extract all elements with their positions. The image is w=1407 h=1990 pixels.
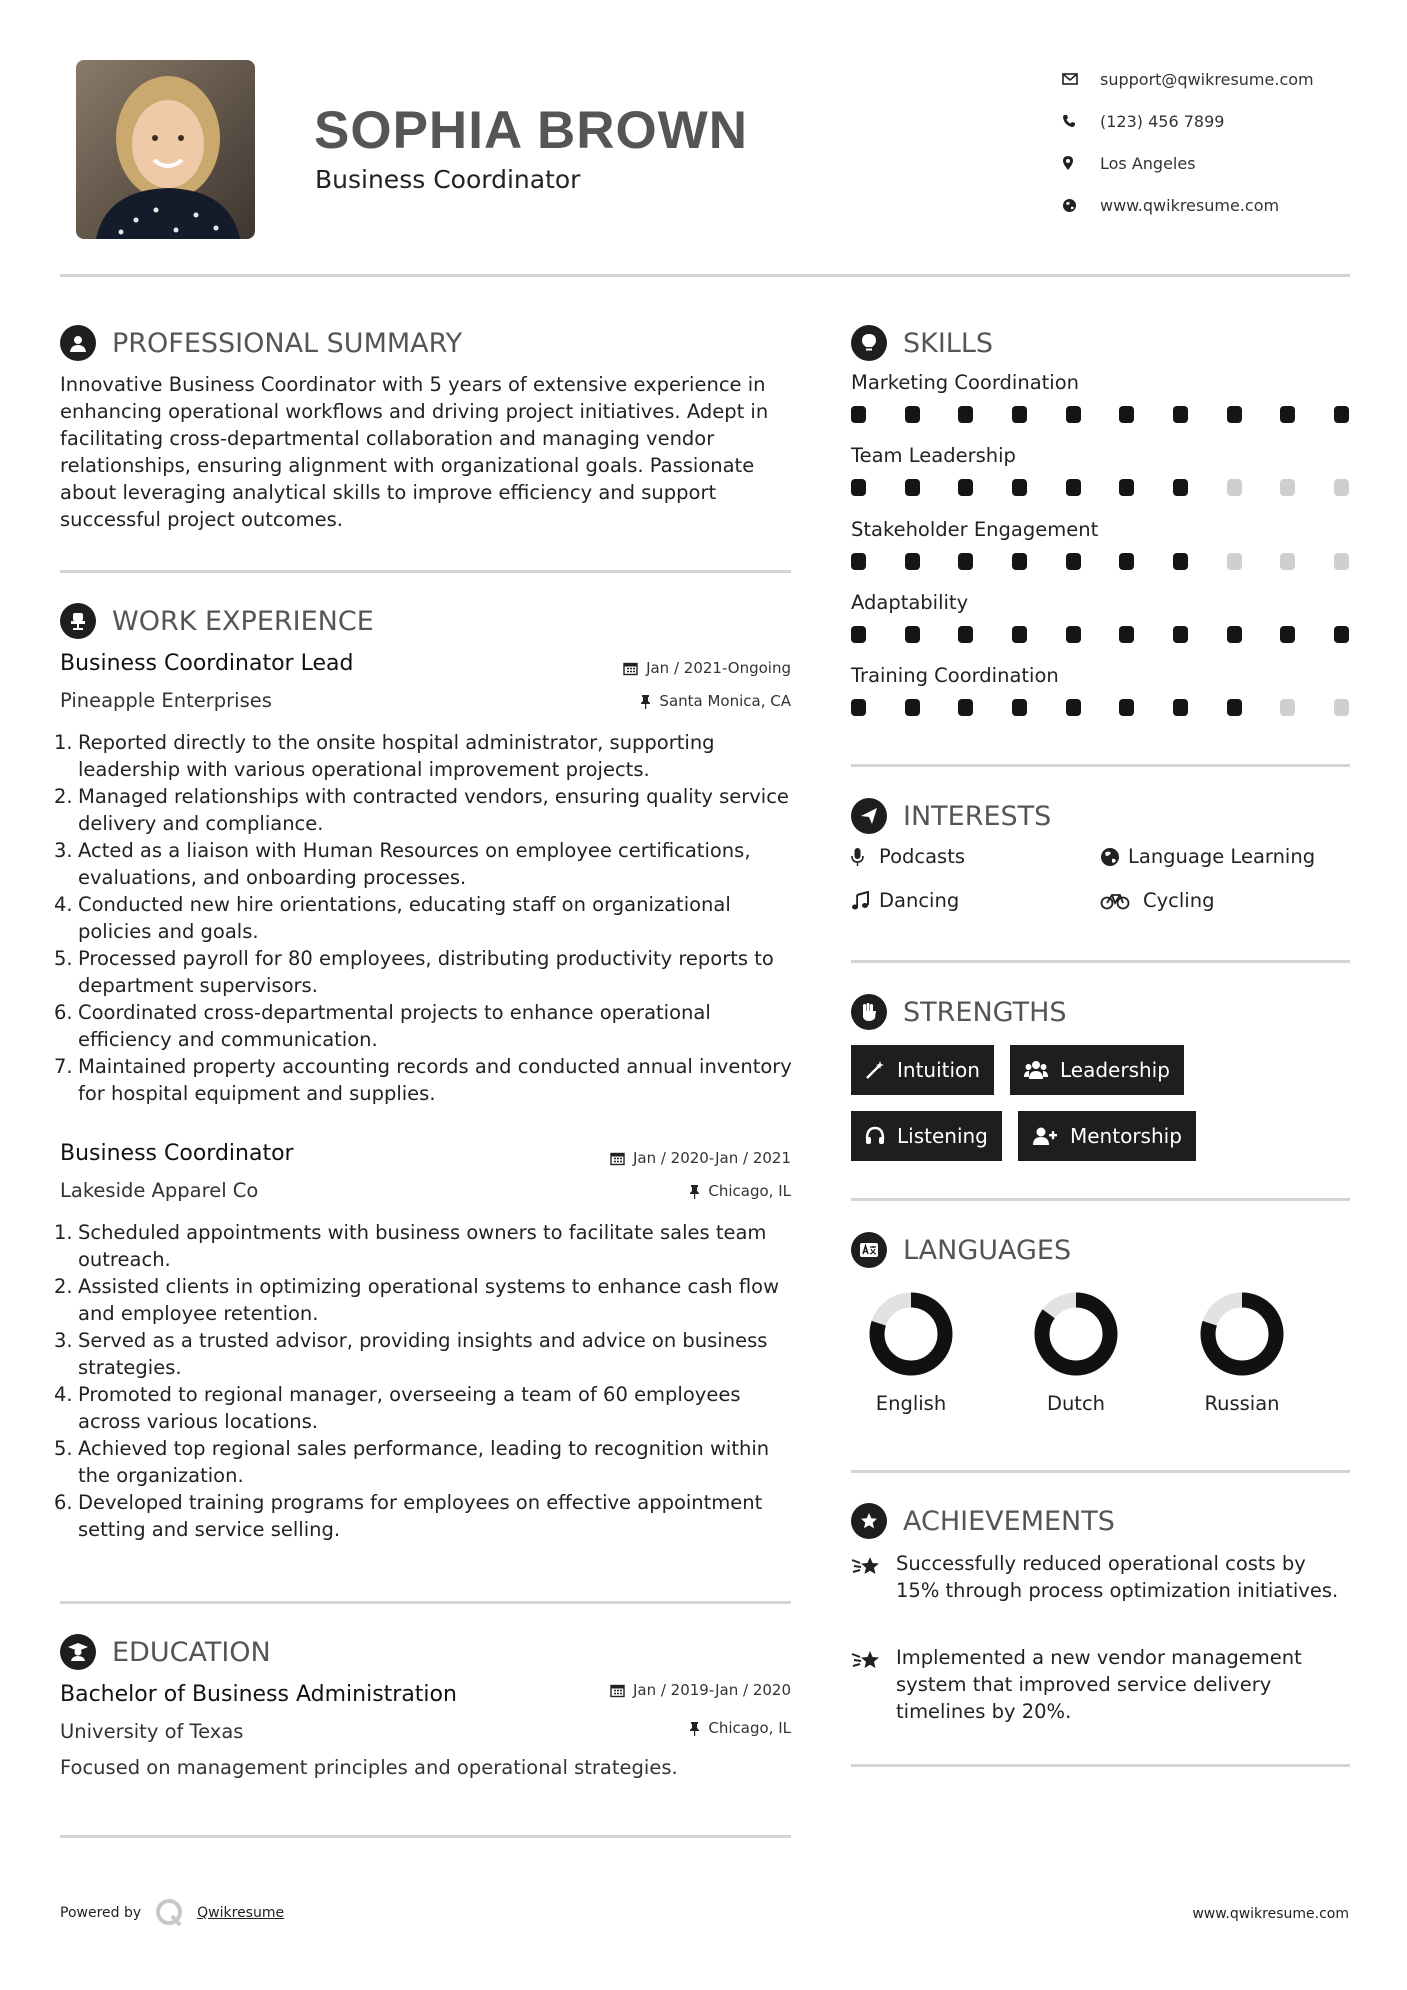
globe-icon — [1100, 847, 1128, 867]
job-1-date: Jan / 2021-Ongoing — [623, 659, 791, 677]
list-item: 3. Acted as a liaison with Human Resources on employee certifications, evaluations, and onboarding processes. — [54, 839, 751, 889]
education-divider — [60, 1835, 791, 1838]
list-item: 2. Managed relationships with contracted vendors, ensuring quality service delivery and compliance. — [54, 785, 789, 835]
strength-intuition: Intuition — [851, 1045, 994, 1095]
language-item — [851, 1290, 971, 1415]
rating-dot-filled — [1012, 553, 1027, 570]
language-gauge — [867, 1290, 955, 1378]
rating-dot-filled — [905, 479, 920, 496]
skills-divider — [851, 764, 1350, 767]
rating-dot-filled — [905, 406, 920, 423]
skill-item — [851, 444, 1351, 496]
magic-wand-icon — [865, 1060, 885, 1080]
rating-dot-filled — [958, 406, 973, 423]
email-text: support@qwikresume.com — [1100, 69, 1314, 89]
rating-dot-empty — [1280, 553, 1295, 570]
list-item: 1. Scheduled appointments with business owners to facilitate sales team outreach. — [54, 1221, 767, 1271]
list-item: 5. Processed payroll for 80 employees, distributing productivity reports to department supervisors. — [54, 947, 774, 997]
list-item: 5. Achieved top regional sales performance, leading to recognition within the organization. — [54, 1437, 770, 1487]
skill-name: Stakeholder Engagement — [851, 518, 1099, 541]
rating-dot-filled — [1173, 553, 1188, 570]
microphone-icon — [851, 847, 879, 867]
skill-name: Team Leadership — [851, 444, 1016, 467]
music-icon — [851, 891, 879, 911]
skill-rating — [851, 479, 1349, 496]
rating-dot-filled — [1173, 626, 1188, 643]
rating-dot-empty — [1280, 699, 1295, 716]
pushpin-icon — [689, 1721, 700, 1736]
job-1-company: Pineapple Enterprises — [60, 689, 272, 712]
skill-item — [851, 591, 1351, 643]
list-item: 4. Promoted to regional manager, overseeing a team of 60 employees across various locations. — [54, 1383, 741, 1433]
rating-dot-filled — [1227, 699, 1242, 716]
header-divider — [60, 274, 1350, 277]
list-item: 4. Conducted new hire orientations, educating staff on organizational policies and goals. — [54, 893, 731, 943]
language-gauge — [1032, 1290, 1120, 1378]
languages-divider — [851, 1470, 1350, 1473]
achievements-divider — [851, 1764, 1350, 1767]
list-item: 3. Served as a trusted advisor, providing insights and advice on business strategies. — [54, 1329, 768, 1379]
rating-dot-filled — [958, 553, 973, 570]
raised-fist-icon — [851, 994, 887, 1030]
bicycle-icon — [1100, 892, 1143, 910]
education-description: Focused on management principles and operational strategies. — [60, 1756, 678, 1779]
rating-dot-filled — [1173, 406, 1188, 423]
languages-heading-text: LANGUAGES — [903, 1234, 1072, 1266]
qwikresume-logo-icon — [155, 1898, 185, 1928]
interest-cycling: Cycling — [1100, 889, 1214, 912]
footer-powered-by: Powered by Qwikresume — [60, 1898, 284, 1928]
achievements-heading-text: ACHIEVEMENTS — [903, 1505, 1115, 1537]
rating-dot-filled — [1334, 406, 1349, 423]
calendar-icon — [610, 1683, 625, 1698]
rating-dot-filled — [1280, 626, 1295, 643]
calendar-icon — [623, 661, 638, 676]
achievements-heading — [851, 1503, 1115, 1539]
rating-dot-filled — [958, 479, 973, 496]
summary-text: Innovative Business Coordinator with 5 years of extensive experience in enhancing operational workflows and driving project initiatives. Adept in facilitating cross-departmental collaboration and managing vendor relationships, ensuring alignment with organizational goals. Passionate about leveraging analytical skills to improve efficiency and support successful project outcomes. — [60, 373, 769, 531]
rating-dot-filled — [1280, 406, 1295, 423]
skill-item — [851, 664, 1351, 716]
education-location: Chicago, IL — [689, 1719, 791, 1737]
user-icon — [60, 325, 96, 361]
skill-rating — [851, 406, 1349, 423]
experience-divider — [60, 1601, 791, 1604]
list-item: 7. Maintained property accounting records and conducted annual inventory for hospital equipment and supplies. — [54, 1055, 792, 1105]
job-2-duties — [54, 1219, 804, 1543]
languages-heading — [851, 1232, 1071, 1268]
contact-location — [1062, 142, 1314, 184]
lightbulb-icon — [851, 325, 887, 361]
rating-dot-filled — [958, 699, 973, 716]
education-date: Jan / 2019-Jan / 2020 — [610, 1681, 791, 1699]
rating-dot-filled — [1119, 699, 1134, 716]
user-plus-icon — [1032, 1126, 1058, 1146]
rating-dot-empty — [1334, 479, 1349, 496]
rating-dot-filled — [851, 553, 866, 570]
globe-icon — [1062, 198, 1100, 213]
qwikresume-link[interactable]: Qwikresume — [197, 1905, 285, 1921]
phone-text: (123) 456 7899 — [1100, 111, 1225, 131]
rating-dot-filled — [851, 699, 866, 716]
strengths-heading-text: STRENGTHS — [903, 996, 1067, 1028]
star-badge-icon — [851, 1503, 887, 1539]
rating-dot-filled — [1012, 479, 1027, 496]
skills-heading-text: SKILLS — [903, 327, 994, 359]
experience-heading — [60, 603, 374, 639]
contact-email[interactable] — [1062, 58, 1314, 100]
contact-block — [1062, 58, 1314, 226]
users-icon — [1024, 1060, 1048, 1080]
language-icon — [851, 1232, 887, 1268]
list-item: 6. Developed training programs for employees on effective appointment setting and service selling. — [54, 1491, 763, 1541]
strength-mentorship: Mentorship — [1018, 1111, 1196, 1161]
job-2-title: Business Coordinator — [60, 1141, 294, 1166]
rating-dot-filled — [1119, 553, 1134, 570]
rating-dot-filled — [1012, 626, 1027, 643]
skill-item — [851, 371, 1351, 423]
candidate-name: SOPHIA BROWN — [314, 101, 749, 160]
language-name: Dutch — [1046, 1392, 1106, 1415]
rating-dot-filled — [1334, 626, 1349, 643]
shooting-star-icon — [851, 1644, 896, 1725]
rating-dot-filled — [1173, 479, 1188, 496]
job-2-company: Lakeside Apparel Co — [60, 1179, 259, 1202]
candidate-title: Business Coordinator — [315, 165, 581, 194]
language-name: Russian — [1204, 1392, 1280, 1415]
rating-dot-filled — [851, 479, 866, 496]
pushpin-icon — [640, 694, 651, 709]
interests-heading — [851, 798, 1051, 834]
skill-name: Marketing Coordination — [851, 371, 1079, 394]
rating-dot-filled — [1066, 699, 1081, 716]
profile-photo — [76, 60, 255, 239]
language-gauge — [1198, 1290, 1286, 1378]
rating-dot-filled — [1227, 626, 1242, 643]
rating-dot-filled — [1066, 626, 1081, 643]
rating-dot-filled — [958, 626, 973, 643]
rating-dot-filled — [1012, 406, 1027, 423]
skill-rating — [851, 699, 1349, 716]
rating-dot-filled — [1066, 479, 1081, 496]
rating-dot-empty — [1227, 479, 1242, 496]
shooting-star-icon — [851, 1550, 896, 1604]
interests-divider — [851, 960, 1350, 963]
rating-dot-filled — [905, 553, 920, 570]
interests-heading-text: INTERESTS — [903, 800, 1052, 832]
contact-phone[interactable] — [1062, 100, 1314, 142]
rating-dot-filled — [1066, 553, 1081, 570]
job-2-location: Chicago, IL — [689, 1182, 791, 1200]
achievement-item: Implemented a new vendor management system that improved service delivery timelines by 20%. — [851, 1644, 1351, 1725]
school-name: University of Texas — [60, 1720, 244, 1743]
website-text: www.qwikresume.com — [1100, 195, 1280, 215]
experience-heading-text: WORK EXPERIENCE — [112, 605, 374, 637]
rating-dot-filled — [1119, 406, 1134, 423]
rating-dot-filled — [1119, 479, 1134, 496]
skill-name: Adaptability — [851, 591, 969, 614]
skill-rating — [851, 626, 1349, 643]
skill-name: Training Coordination — [851, 664, 1059, 687]
skill-rating — [851, 553, 1349, 570]
skill-item — [851, 518, 1351, 570]
list-item: 2. Assisted clients in optimizing operational systems to enhance cash flow and employee retention. — [54, 1275, 780, 1325]
graduate-icon — [60, 1634, 96, 1670]
degree-title: Bachelor of Business Administration — [60, 1682, 457, 1707]
summary-heading-text: PROFESSIONAL SUMMARY — [112, 327, 463, 359]
interest-language-learning: Language Learning — [1100, 845, 1315, 868]
rating-dot-empty — [1334, 553, 1349, 570]
rating-dot-filled — [1012, 699, 1027, 716]
job-1-location: Santa Monica, CA — [640, 692, 791, 710]
pushpin-icon — [689, 1184, 700, 1199]
list-item: 1. Reported directly to the onsite hospital administrator, supporting leadership with various operational improvement projects. — [54, 731, 715, 781]
rating-dot-empty — [1334, 699, 1349, 716]
strength-listening: Listening — [851, 1111, 1002, 1161]
rating-dot-filled — [851, 406, 866, 423]
footer-website[interactable]: www.qwikresume.com — [1192, 1906, 1349, 1922]
phone-icon — [1062, 114, 1100, 128]
strengths-divider — [851, 1198, 1350, 1201]
job-1-title: Business Coordinator Lead — [60, 651, 354, 676]
rating-dot-empty — [1280, 479, 1295, 496]
rating-dot-filled — [1173, 699, 1188, 716]
rating-dot-filled — [905, 626, 920, 643]
map-pin-icon — [1062, 155, 1100, 171]
education-heading — [60, 1634, 271, 1670]
strength-leadership: Leadership — [1010, 1045, 1184, 1095]
summary-divider — [60, 570, 791, 573]
language-item — [1182, 1290, 1302, 1415]
location-text: Los Angeles — [1100, 153, 1196, 173]
rating-dot-filled — [851, 626, 866, 643]
contact-website[interactable] — [1062, 184, 1314, 226]
rating-dot-filled — [1227, 406, 1242, 423]
rating-dot-empty — [1227, 553, 1242, 570]
summary-heading — [60, 325, 462, 361]
interest-podcasts: Podcasts — [851, 845, 965, 868]
language-name: English — [875, 1392, 947, 1415]
chair-icon — [60, 603, 96, 639]
education-heading-text: EDUCATION — [112, 1636, 271, 1668]
language-item — [1016, 1290, 1136, 1415]
interest-dancing: Dancing — [851, 889, 959, 912]
rating-dot-filled — [905, 699, 920, 716]
skills-heading — [851, 325, 993, 361]
achievement-item: Successfully reduced operational costs by 15% through process optimization initiatives. — [851, 1550, 1351, 1604]
list-item: 6. Coordinated cross-departmental projects to enhance operational efficiency and communication. — [54, 1001, 711, 1051]
headphones-icon — [865, 1126, 885, 1146]
calendar-icon — [610, 1151, 625, 1166]
job-2-date: Jan / 2020-Jan / 2021 — [610, 1149, 791, 1167]
job-1-duties — [54, 729, 804, 1107]
paper-plane-icon — [851, 798, 887, 834]
rating-dot-filled — [1119, 626, 1134, 643]
rating-dot-filled — [1066, 406, 1081, 423]
strengths-heading — [851, 994, 1067, 1030]
envelope-icon — [1062, 73, 1100, 85]
